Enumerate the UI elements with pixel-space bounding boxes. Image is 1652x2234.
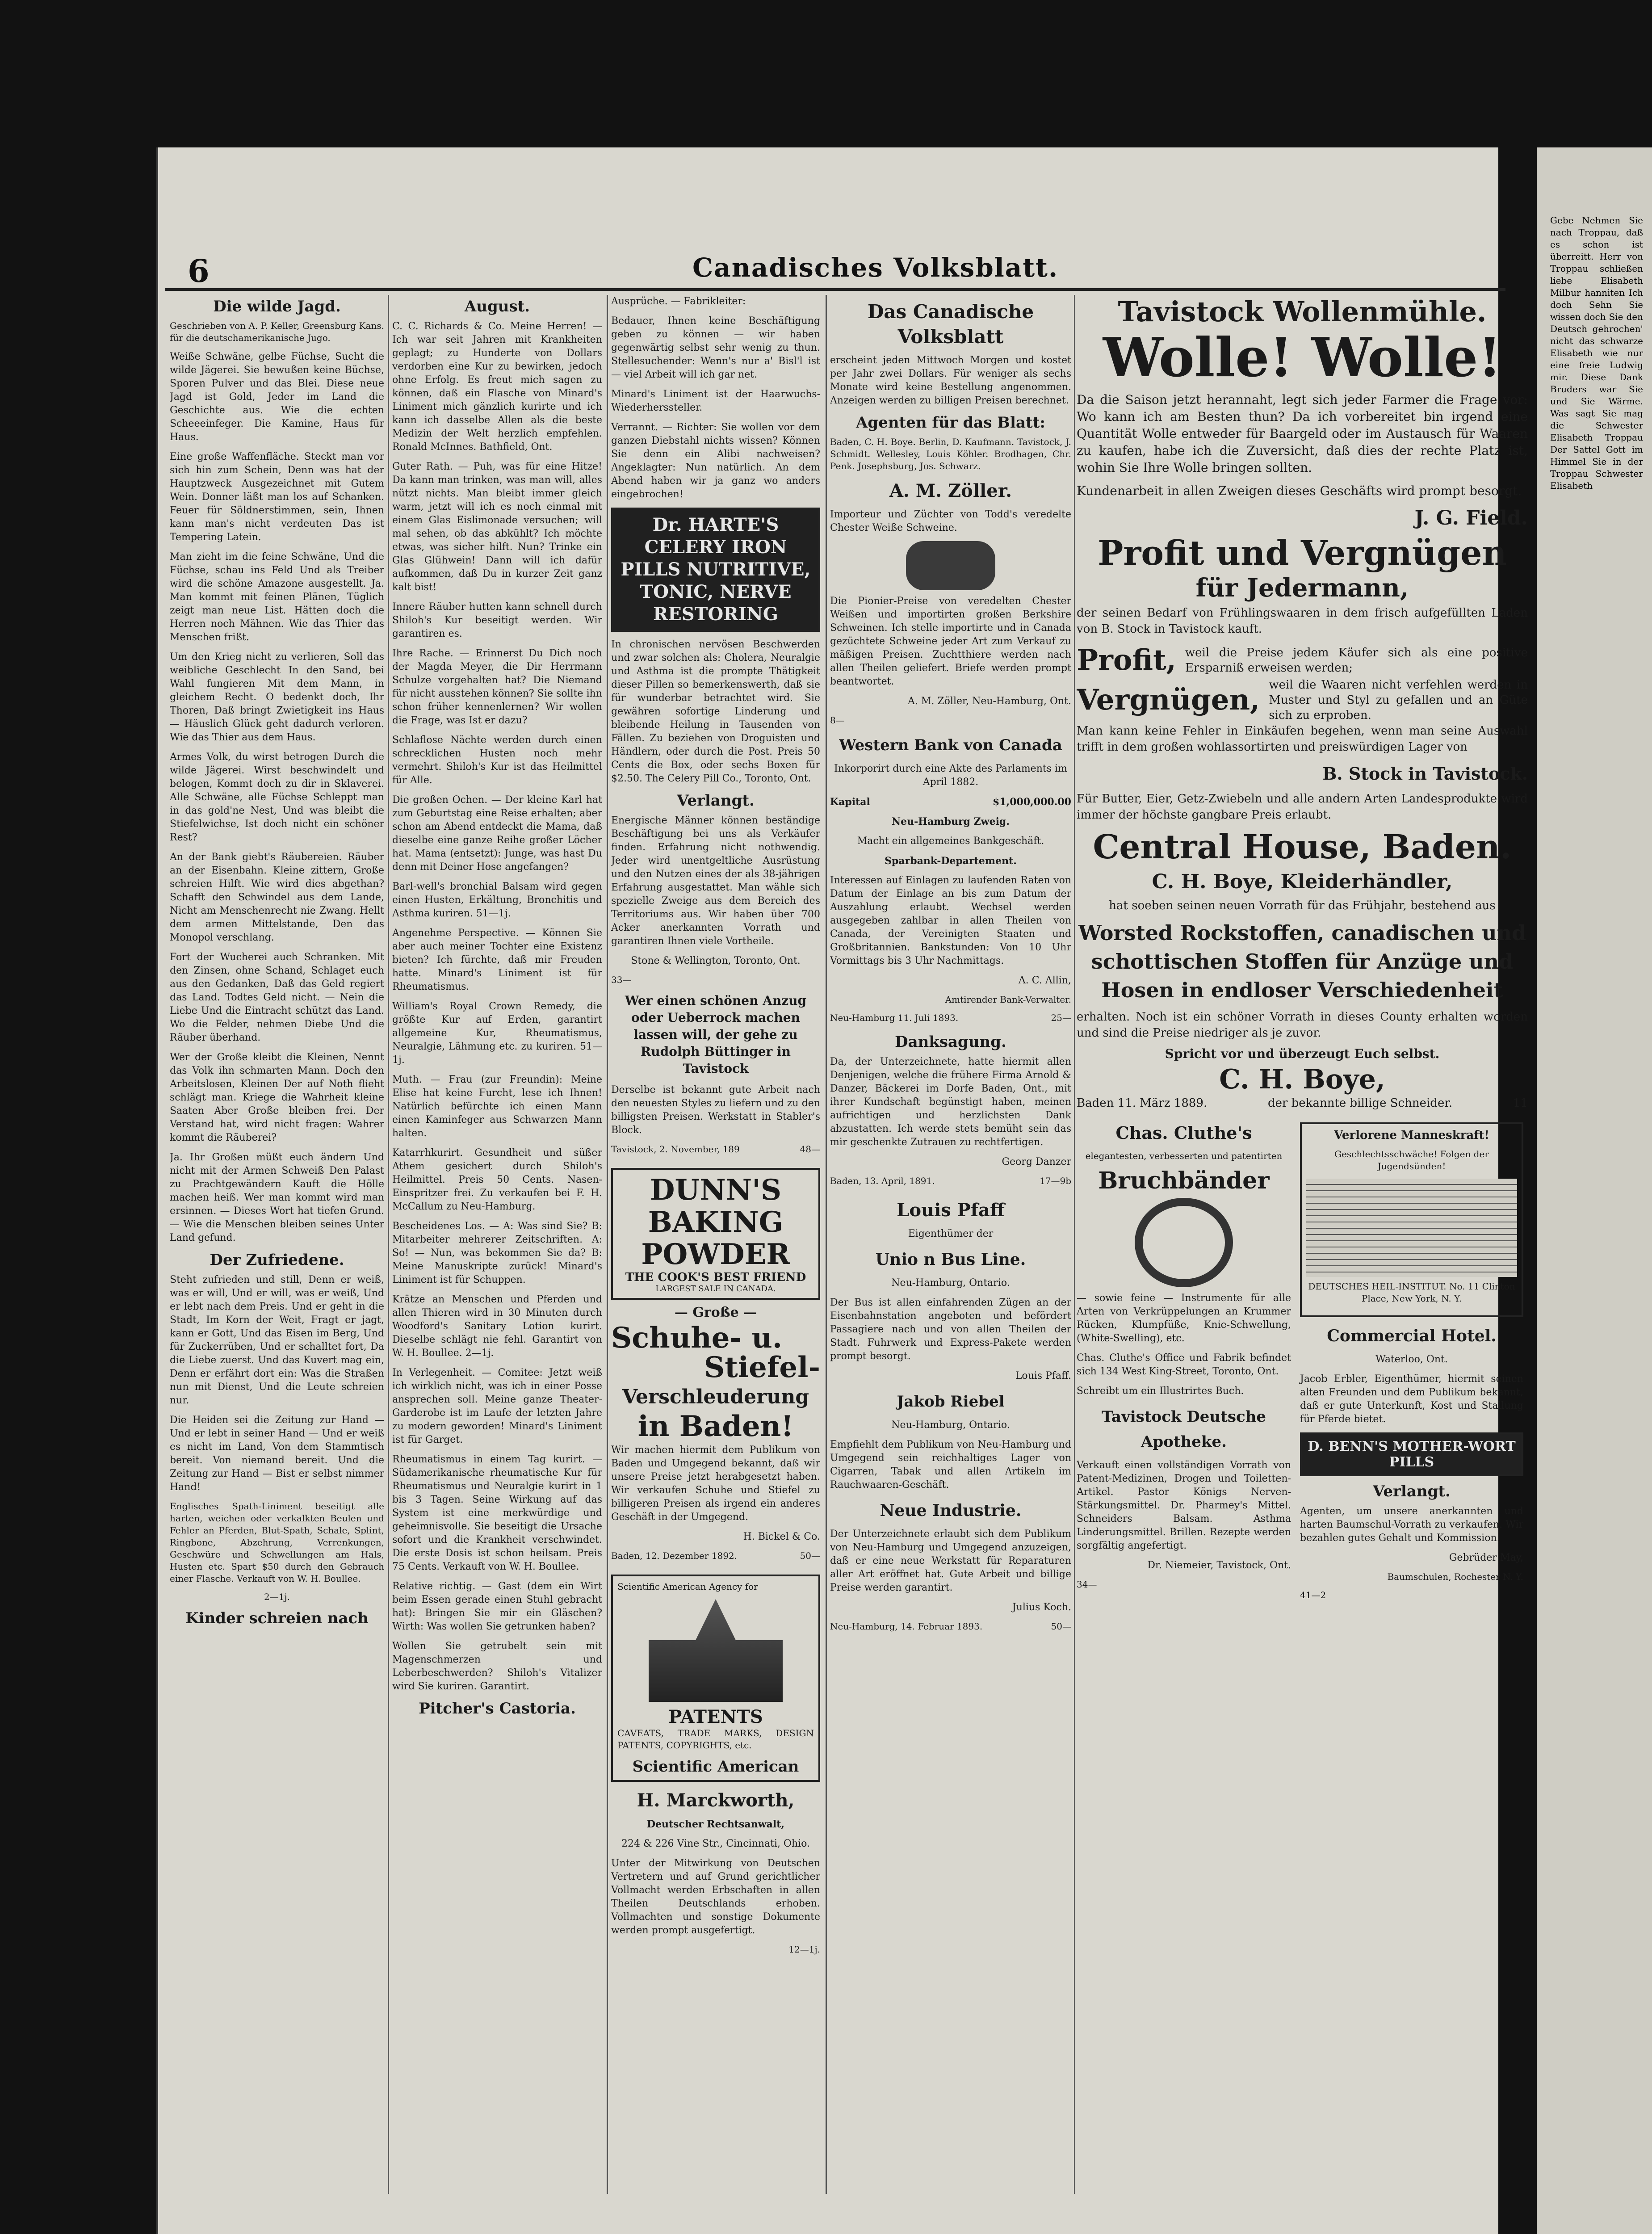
ad-headline: Wolle! Wolle! <box>1103 326 1502 389</box>
cluthe-ad <box>1077 1116 1291 1608</box>
masthead: Das Canadische Volksblatt <box>867 301 1034 348</box>
article-text: Empfiehlt dem Publikum von Neu-Hamburg und Umgegend sein reichhaltiges Lager von Cigarren, Tabak und allen Artikeln im Rauchwaaren-Geschäft. <box>830 1439 1071 1491</box>
ad-headline: Central House, Baden. <box>1093 828 1512 866</box>
poem-verse: Die Heiden sei die Zeitung zur Hand — Und er lebt in seiner Hand — Und er weiß es nicht im Land, Von dem Stammtisch bereit. Von niemand bereit. Und die Zeitung zur Hand — Bist er selbst nimmer Hand! <box>170 1415 384 1493</box>
article-text: Muth. — Frau (zur Freundin): Meine Elise hat keine Furcht, lese ich Ihnen! Natürlich befürchte ich einen Mann einen Kaminfeger aus Schwarzen Mann halten. <box>392 1074 602 1139</box>
ad-ref: 8— <box>830 715 845 726</box>
ad-heading: Neue Industrie. <box>880 1501 1022 1520</box>
poem-verse: Eine große Waffenfläche. Steckt man vor sich hin zum Schein, Denn was hat der Hauptzweck Ausgezeichnet mit Gutem Wein. Donner läßt man los auf Schanken. Feuer für Söldnerstimmen, sein, Ihnen kann man's nicht verdeuten Das ist Tempering Latein. <box>170 451 384 543</box>
poem-verse: Armes Volk, du wirst betrogen Durch die wilde Jägerei. Wirst beschwindelt und belogen, Kommt doch zu dir in Sklaverei. Alle Schwäne, alle Füchse Schleppt man in das gold'ne Nest, Und was bleibt die Stiefelwichse, Ist doch nicht ein schöner Rest? <box>170 752 384 843</box>
article-text: Energische Männer können beständige Beschäftigung bei uns als Verkäufer finden. Erfahrung nicht nothwendig. Jeder wird unentgeltliche Ausrüstung und den Nutzen eines der als 38-jährigen Erfahrung ausgestattet. Man wähle sich spezielle Zweige aus dem Bereich des Territoriums aus. Wir haben über 700 Acker anerkannten Vorrath und garantiren Ihnen viele Vortheile. <box>611 815 820 947</box>
article-text: Barl-well's bronchial Balsam wird gegen einen Husten, Erkältung, Bronchitis und Asthma kuriren. 51—1j. <box>392 881 602 919</box>
adjacent-page-text: Gebe Nehmen Sie nach Troppau, daß es schon ist überreitt. Herr von Troppau schließen liebe Elisabeth Milbur hanniten Ich doch Sehn Sie wissen doch Sie den Deutsch gehrochen' nicht das schwarze Elisabeth wie nur eine freie Ludwig mir. Diese Dank Bruders war Sie und Sie Wärme. Was sagt Sie mag die Schwester Elisabeth Troppau Der Sattel Gott im Himmel Sie in der Troppau Schwester Elisabeth <box>1550 215 1643 491</box>
ad-headline: Bruchbänder <box>1098 1167 1270 1194</box>
ad-ref: 25— <box>1051 1012 1071 1023</box>
date-line: Baden 11. März 1889. <box>1077 1096 1208 1110</box>
poem-verse: Um den Krieg nicht zu verlieren, Soll das weibliche Geschlecht In den Sand, bei Wahl fungieren Mit dem Mann, in gleichem Recht. O bedenkt doch, Ihr Thoren, Daß bringt Zwietigkeit ins Haus — Häuslich Glück geht dadurch verloren. Wie das Thier aus dem Haus. <box>170 651 384 743</box>
ad-heading: Unio n Bus Line. <box>875 1250 1026 1269</box>
article-text: Guter Rath. — Puh, was für eine Hitze! Da kann man trinken, was man will, alles nützt nichts. Man bleibt immer gleich warm, jetzt will ich es noch einmal mit einem Glas Eislimonade versuchen; will mal sehen, ob das abkühlt? Ich möchte etwas, was sicher hilft. Nun? Trinke ein Glas Glühwein! Dann will ich dafür aufkommen, daß Du in kurzer Zeit ganz kalt bist! <box>392 461 602 593</box>
column-5 <box>1077 295 1528 2194</box>
signature: Dr. Niemeier, Tavistock, Ont. <box>1147 1560 1291 1571</box>
article-text: hat soeben seinen neuen Vorrath für das Frühjahr, bestehend aus <box>1109 899 1496 912</box>
poem-verse: Fort der Wucherei auch Schranken. Mit den Zinsen, ohne Schand, Schlaget euch aus den Gedanken, Daß das Geld regiert das Land. Todtes Geld nicht. — Nein die Liebe Und die Eintracht schützt das Land. Wo die Felder, nehmen Diebe Und die Räuber überhand. <box>170 952 384 1043</box>
signature: Stone & Wellington, Toronto, Ont. <box>631 955 801 966</box>
article-text: Unter der Mitwirkung von Deutschen Vertretern und auf Grund gerichtlicher Vollmacht werden Erbschaften in allen Theilen Deutschlands erhoben. Vollmachten und sonstige Dokumente werden prompt ausgefertigt. <box>611 1858 820 1936</box>
article-text: Verkauft einen vollständigen Vorrath von Patent-Medizinen, Drogen und Toiletten-Artikel. Pastor Königs Nerven-Stärkungsmittel. Dr. Pharmey's Mittel. Schneiders Balsam. Asthma Linderungsmittel. Brillen. Rezepte werden sorgfältig angefertigt. <box>1077 1460 1291 1551</box>
date-line: Tavistock, 2. November, 189 <box>611 1144 740 1155</box>
signature-title: Amtirender Bank-Verwalter. <box>945 994 1071 1005</box>
ad-ref: 2—1j. <box>264 1592 290 1602</box>
ad-heading: Verlorene Manneskraft! <box>1334 1129 1489 1142</box>
poem-verse: An der Bank giebt's Räubereien. Räuber an der Eisenbahn. Kleine zittern, Große schreien Hilft. Wie wird dies abgethan? Schafft den Schwindel aus dem Lande, Nicht am Menschenrecht nie Zwang. Hellt dem armen Mittelstande, Den das Monopol verschlang. <box>170 852 384 943</box>
article-text: William's Royal Crown Remedy, die größte Kur auf Erden, garantirt allgemeine Kur, Rheumatismus, Neuralgie, Lähmung etc. zu kuriren. 51—1j. <box>392 1001 602 1066</box>
ad-headline: Profit und Vergnügen <box>1098 533 1507 573</box>
article-text: Derselbe ist bekannt gute Arbeit nach den neuesten Styles zu liefern und zu den billigsten Preisen. Werkstatt in Stabler's Block. <box>611 1084 820 1136</box>
article-text: Katarrhkurirt. Gesundheit und süßer Athem gesichert durch Shiloh's Heilmittel. Preis 50 Cents. Nasen-Einspritzer frei. Zu verkaufen bei F. H. McCallum zu Neu-Hamburg. <box>392 1147 602 1212</box>
ad-subheading: Eigenthümer der <box>908 1228 994 1239</box>
poem-title: Die wilde Jagd. <box>213 298 341 315</box>
article-text: Interessen auf Einlagen zu laufenden Raten von Datum der Einlage an bis zum Datum der Auszahlung erlaubt. Wechsel werden ausgegeben zahlbar in allen Theilen von Canada, der Vereinigten Staaten und Großbritannien. Bankstunden: Von 10 Uhr Vormittags bis 3 Uhr Nachmittags. <box>830 875 1071 966</box>
page-number: 6 <box>188 252 210 290</box>
article-text: Schreibt um ein Illustrirtes Buch. <box>1077 1386 1244 1397</box>
article-text: Minard's Liniment ist der Haarwuchs-Wiederherssteller. <box>611 389 820 413</box>
poem-verse: Steht zufrieden und still, Denn er weiß, was er will, Und er will, was er weiß, Und er lebt nach dem Preis. Und er geht in die Stadt, Im Korn der Weit, Fragt er jagt, kann er Gott, Und das Eisen im Berg, Und für Zuckerrüben, Und er schalltet fort, Da die Liebe zuerst. Und das Kuvert mag ein, Denn er erfährt dort ein: Was die Straßen nun mit Dienst, Und die Leute schreien nur. <box>170 1274 384 1406</box>
motherwort-pills-ad <box>1300 1432 1523 1476</box>
poem-verse: Weiße Schwäne, gelbe Füchse, Sucht die wilde Jägerei. Sie bewußen keine Büchse, Sporen Pulver und das Blei. Diese neue Jagd ist Gold, Jeder im Land die Geschichte aus. Wie die echten Scheeeinfeger. Die Kamine, Haus für Haus. <box>170 351 384 443</box>
article-text: In Verlegenheit. — Comitee: Jetzt weiß ich wirklich nicht, was ich in einer Posse ansprechen soll. Meine ganze Theater-Garderobe ist im Laufe der letzten Jahre zu modern geworden! Minard's Liniment ist für Garget. <box>392 1367 602 1445</box>
article-text: Agenten, um unsere anerkannten und harten Baumschul-Vorrath zu verkaufen. Wir bezahlen gutes Gehalt und Kommission. <box>1300 1506 1523 1544</box>
ad-subheading: Neu-Hamburg Zweig. <box>892 816 1010 827</box>
ad-ref: 34— <box>1077 1579 1097 1590</box>
signature: Julius Koch. <box>1012 1602 1071 1613</box>
footer-text: Kinder schreien nach <box>185 1609 369 1627</box>
poem-verse: Wer der Große kleibt die Kleinen, Nennt das Volk ihn schmarten Mann. Doch den Arbeitslosen, Kleinen Der auf Noth flieht schlägt man. Kriege die Wahrheit kleine Saaten Aber Große bleiben frei. Der Verstand hat, wird nicht fragen: Wahrer kommt die Räuberei? <box>170 1052 384 1143</box>
signature: Georg Danzer <box>1002 1156 1071 1167</box>
article-text: Kundenarbeit in allen Zweigen dieses Geschäfts wird prompt besorgt. <box>1077 483 1522 498</box>
ad-headline: Vergnügen, <box>1077 683 1260 717</box>
celery-pills-ad-text: Dr. HARTE'S CELERY IRON PILLS NUTRITIVE, TONIC, NERVE RESTORING <box>621 514 811 625</box>
ad-line: CAVEATS, TRADE MARKS, DESIGN PATENTS, COPYRIGHTS, etc. <box>617 1728 814 1751</box>
ad-address: DEUTSCHES HEIL-INSTITUT. No. 11 Clinton Place, New York, N. Y. <box>1308 1281 1515 1304</box>
ad-line: D. BENN'S MOTHER-WORT PILLS <box>1308 1439 1516 1470</box>
article-text: Der Unterzeichnete erlaubt sich dem Publikum von Neu-Hamburg und Umgegend anzuzeigen, daß er eine neue Werkstatt für Reparaturen aller Art eröffnet hat. Gute Arbeit und billige Preise werden garantirt. <box>830 1529 1071 1593</box>
ad-ref: 41—2 <box>1300 1590 1326 1600</box>
ad-subheading: Geschlechtsschwäche! Folgen der Jugendsünden! <box>1334 1149 1489 1172</box>
ad-ref: 11 <box>1513 1096 1528 1110</box>
ad-ref: 12—1j. <box>788 1944 820 1955</box>
ad-headline: für Jedermann, <box>1195 573 1409 603</box>
right-ads <box>1300 1116 1523 1608</box>
ad-subheading: Importeur und Züchter von Todd's veredelte Chester Weiße Schweine. <box>830 509 1071 533</box>
date-line: Baden, 13. April, 1891. <box>830 1176 935 1186</box>
ad-heading: C. H. Boye, Kleiderhändler, <box>1152 870 1453 893</box>
ad-line: PATENTS <box>668 1706 763 1727</box>
signature-title: Baumschulen, Rochester N. Y. <box>1387 1571 1523 1582</box>
poem-verse: Ja. Ihr Großen müßt euch ändern Und nicht mit der Armen Schweiß Den Palast zu Prachtgewändern Kauft die Hölle machen heiß. Wer man kommt wird man ersinnen. — Dieses Wort hat tiefen Grund. — Wie die Menschen bleiben seines Unter Land gefund. <box>170 1152 384 1243</box>
article-text: Macht ein allgemeines Bankgeschäft. <box>857 836 1044 847</box>
signature: B. Stock in Tavistock. <box>1322 764 1528 784</box>
ad-heading: Wer einen schönen Anzug oder Ueberrock machen lassen will, der gehe zu Rudolph Büttinger in Tavistock <box>625 993 807 1076</box>
profit-row <box>1077 643 1528 677</box>
ad-location: Neu-Hamburg, Ontario. <box>891 1277 1010 1289</box>
newspaper-title: Canadisches Volksblatt. <box>692 252 1059 283</box>
byline: Geschrieben von A. P. Keller, Greensburg Kans. für die deutschamerikanische Jugo. <box>170 320 384 343</box>
article-text: Schlaflose Nächte werden durch einen schrecklichen Husten noch mehr vermehrt. Shiloh's Kur ist das Heilmittel für Alle. <box>392 735 602 786</box>
ad-headline: Worsted Rockstoffen, canadischen und schottischen Stoffen für Anzüge und Hosen in endloser Verschiedenheit <box>1078 921 1526 1002</box>
ad-location: Neu-Hamburg, Ontario. <box>891 1419 1010 1431</box>
article-text: Bescheidenes Los. — A: Was sind Sie? B: Mitarbeiter mehrerer Zeitschriften. A: So! — Nun, was bekommen Sie da? B: Meine Manuskripte zurück! Minard's Liniment ist für Schuppen. <box>392 1221 602 1285</box>
ad-heading: Tavistock Deutsche Apotheke. <box>1101 1408 1266 1451</box>
article-text: Wollen Sie getrubelt sein mit Magenschmerzen und Leberbeschwerden? Shiloh's Vitalizer wird Sie kuriren. Garantirt. <box>392 1641 602 1692</box>
capital-value: $1,000,000.00 <box>992 796 1071 808</box>
article-text: der seinen Bedarf von Frühlingswaaren in dem frisch aufgefüllten Laden von B. Stock in Tavistock kauft. <box>1077 606 1528 636</box>
ad-heading: Stiefel- <box>704 1351 820 1384</box>
signature: H. Bickel & Co. <box>743 1531 820 1542</box>
truss-illustration <box>1135 1198 1233 1287</box>
article-text: weil die Preise jedem Käufer sich als eine positive Ersparniß erweisen werden; <box>1185 646 1528 675</box>
ad-subheading: Sparbank-Departement. <box>885 855 1017 867</box>
capital-label: Kapital <box>830 796 870 808</box>
lower-ads <box>1077 1116 1528 1608</box>
ad-ref: 17—9b <box>1040 1176 1071 1186</box>
ad-ref: 33— <box>611 974 632 985</box>
pig-illustration <box>906 541 995 590</box>
article-text: Rheumatismus in einem Tag kurirt. — Südamerikanische rheumatische Kur für Rheumatismus und Neuralgie kurirt in 1 bis 3 Tagen. Seine Wirkung auf das System ist eine merkwürdige und geheimnisvolle. Sie beseitigt die Ursache sofort und die Krankheit verschwindet. Die erste Dosis ist schon heilsam. Preis 75 Cents. Verkauft von W. H. Boullee. <box>392 1454 602 1572</box>
signature: Louis Pfaff. <box>1015 1370 1071 1382</box>
signature: J. G. Field. <box>1414 507 1528 529</box>
section-heading: August. <box>464 298 530 315</box>
ad-heading: Chas. Cluthe's <box>1115 1123 1252 1143</box>
ad-line: POWDER <box>641 1238 790 1271</box>
article-text: weil die Waaren nicht verfehlen werden in Muster und Styl zu gefallen und an Güte sich zu erproben. <box>1269 678 1528 722</box>
article-text: Ihre Rache. — Erinnerst Du Dich noch der Magda Meyer, die Dir Herrmann Schulze vorgehalten hat? Die Niemand für nicht ausstehen können? Sie sollte ihn schon früher kennenlernen? Wir wollen die Frage, was Ist er dazu? <box>392 648 602 726</box>
signature-title: der bekannte billige Schneider. <box>1267 1096 1453 1110</box>
article-text: Krätze an Menschen und Pferden und allen Thieren wird in 30 Minuten durch Woodford's Sanitary Lotion kurirt. Dieselbe schlägt nie fehl. Garantirt von W. H. Boullee. 2—1j. <box>392 1294 602 1359</box>
ad-heading: Commercial Hotel. <box>1327 1327 1497 1345</box>
section-heading: Verlangt. <box>1373 1482 1451 1500</box>
article-text: erhalten. Noch ist ein schöner Vorrath in dieses County erhalten worden und sind die Preise niedriger als je zuvor. <box>1077 1010 1528 1040</box>
section-heading: Danksagung. <box>895 1033 1006 1051</box>
adjacent-page-edge <box>1537 147 1652 2234</box>
ad-heading: Jakob Riebel <box>897 1393 1005 1411</box>
article-text: Man kann keine Fehler in Einkäufen begehen, wenn man seine Auswahl trifft in dem großen wohlassortirten und preiswürdigen Lager von <box>1077 724 1528 754</box>
ad-location: Waterloo, Ont. <box>1375 1354 1448 1365</box>
signature: A. C. Allin, <box>1018 975 1071 986</box>
signature: Gebrüder May, <box>1449 1552 1523 1563</box>
article-text: Die großen Ochen. — Der kleine Karl hat zum Geburtstag eine Reise erhalten; aber schon am Abend entdeckt die Mama, daß dieselbe eine ganze Reihe großer Löcher hat. Mama (entsetzt): Junge, was hast Du denn mit Deiner Hose angefangen? <box>392 794 602 873</box>
ad-address: 224 & 226 Vine Str., Cincinnati, Ohio. <box>621 1838 810 1849</box>
article-heading: Ausprüche. — Fabrikleiter: <box>611 296 746 307</box>
article-text: Angenehme Perspective. — Können Sie aber auch meiner Tochter eine Existenz bieten? Ich fürchte, daß mir Freuden hatte. Minard's Liniment ist für Rheumatismus. <box>392 928 602 992</box>
ad-heading: Western Bank von Canada <box>839 736 1062 754</box>
ad-ref: 50— <box>800 1550 820 1561</box>
signature: C. H. Boye, <box>1219 1064 1385 1095</box>
ad-line: DUNN'S <box>650 1173 782 1207</box>
ad-address: Chas. Cluthe's Office und Fabrik befindet sich 134 West King-Street, Toronto, Ont. <box>1077 1352 1291 1377</box>
verlorene-manneskraft-ad <box>1300 1122 1523 1317</box>
article-text: Da die Saison jetzt herannaht, legt sich jeder Farmer die Frage vor: Wo kann ich am Besten thun? Da ich vorbereitet bin irgend eine Quantität Wolle entweder für Baargeld oder im Austausch für Waaren zu kaufen, habe ich die Zuversicht, daß dies der rechte Platz ist, wohin Sie Ihre Wolle bringen sollten. <box>1077 392 1528 475</box>
column-divider <box>1074 295 1075 2194</box>
article-text: Verrannt. — Richter: Sie wollen vor dem ganzen Diebstahl nichts wissen? Können Sie denn ein Alibi nachweisen? Angeklagter: Nun natürlich. An dem Abend haben wir ja ganz wo anders eingebrochen! <box>611 422 820 500</box>
page-header <box>165 248 1505 291</box>
vergnuegen-row <box>1077 677 1528 723</box>
column-divider <box>388 295 389 2194</box>
footer-text: Pitcher's Castoria. <box>419 1700 576 1717</box>
section-heading: Agenten für das Blatt: <box>856 414 1045 432</box>
capitol-building-illustration <box>649 1599 783 1702</box>
ad-line: BAKING <box>648 1205 784 1239</box>
ad-text: Englisches Spath-Liniment beseitigt alle harten, weichen oder verkalkten Beulen und Fehler an Pferden, Blut-Spath, Schale, Splint, Ringbone, Abzehrung, Verrenkungen, Geschwüre und Schwellungen am Hals, Husten etc. Spart $50 durch den Gebrauch einer Flasche. Verkauft von W. H. Boullee. <box>170 1501 384 1584</box>
article-text: Der Bus ist allen einfahrenden Zügen an der Eisenbahnstation angeboten und befördert Passagiere nach und von allen Theilen der Stadt. Fuhrwerk und Express-Pakete werden prompt besorgt. <box>830 1297 1071 1362</box>
ad-heading: A. M. Zöller. <box>889 480 1012 501</box>
column-3 <box>611 295 820 2194</box>
ad-ref: 48— <box>800 1144 820 1155</box>
ad-heading: Verschleuderung <box>622 1386 809 1408</box>
ad-heading: — Große — <box>674 1305 757 1320</box>
column-divider <box>826 295 827 2194</box>
ad-line: Scientific American <box>632 1758 799 1776</box>
ad-line: THE COOK'S BEST FRIEND <box>625 1271 806 1284</box>
article-text: — sowie feine — Instrumente für alle Arten von Verkrüppelungen an Krummer Rücken, Klumpfüße, Knie-Schwellung, (White-Swelling), etc. <box>1077 1293 1291 1344</box>
column-1 <box>170 295 384 2194</box>
signature: A. M. Zöller, Neu-Hamburg, Ont. <box>907 696 1071 707</box>
fine-print-block <box>1306 1179 1517 1277</box>
ad-heading: Louis Pfaff <box>897 1200 1005 1221</box>
ad-subheading: Inkorporirt durch eine Akte des Parlaments im April 1882. <box>834 763 1067 788</box>
agents-list: Baden, C. H. Boye. Berlin, D. Kaufmann. Tavistock, J. Schmidt. Wellesley, Louis Köhler. Brodhagen, Chr. Penk. Josephsburg, Jos. Schwarz. <box>830 437 1071 471</box>
date-line: Neu-Hamburg 11. Juli 1893. <box>830 1012 959 1023</box>
scientific-american-ad <box>611 1575 820 1782</box>
article-text: C. C. Richards & Co. Meine Herren! — Ich war seit Jahren mit Krankheiten geplagt; zu Hunderte von Dollars verdorben eine Kur zu bewirken, jedoch ohne Erfolg. Es freut mich sagen zu können, daß ein Flasche von Minard's Liniment mich gänzlich kurirte und ich kann ich dasselbe Allen als die beste Medizin der Welt herzlich empfehlen. Ronald McInnes. Bathfield, Ont. <box>392 321 602 453</box>
ad-line: LARGEST SALE IN CANADA. <box>655 1284 776 1293</box>
article-text: Relative richtig. — Gast (dem ein Wirt beim Essen gerade einen Stuhl gebracht hat): Bringen Sie mir ein Gläschen? Wirth: Was wollen Sie getrunken haben? <box>392 1581 602 1632</box>
article-text: Bedauer, Ihnen keine Beschäftigung geben zu können — wir haben gegenwärtig selbst sehr wenig zu thun. Stellesuchender: Wenn's nur a' Bisl'l ist — viel Arbeit will ich gar net. <box>611 315 820 380</box>
section-heading: Verlangt. <box>677 792 755 810</box>
ad-ref: 50— <box>1051 1621 1071 1632</box>
column-2 <box>392 295 602 2194</box>
ad-headline: Profit, <box>1077 643 1176 677</box>
ad-heading: H. Marckworth, <box>637 1790 795 1811</box>
date-line: Baden, 12. Dezember 1892. <box>611 1550 738 1561</box>
article-text: Wir machen hiermit dem Publikum von Baden und Umgegend bekannt, daß wir unsere Preise jetzt herabgesetzt haben. Wir verkaufen Schuhe und Stiefel zu billigeren Preisen als irgend ein anderes Geschäft in der Umgegend. <box>611 1445 820 1523</box>
poem-title: Der Zufriedene. <box>210 1251 344 1269</box>
ad-subheading: Deutscher Rechtsanwalt, <box>646 1818 785 1830</box>
article-text: Für Butter, Eier, Getz-Zwiebeln und alle andern Arten Landesprodukte wird immer der höchste gangbare Preis erlaubt. <box>1077 792 1528 822</box>
poem-verse: Man zieht im die feine Schwäne, Und die Füchse, schau ins Feld Und als Treiber wird die schöne Amazone ausgestellt. Ja. Man kommt mit feinen Plänen, Tüglich zeigt man neue List. Hätten doch die Herren noch Mähnen. Wie das Thier das Menschen frißt. <box>170 551 384 643</box>
ad-heading: in Baden! <box>637 1410 794 1443</box>
celery-pills-ad <box>611 508 820 632</box>
ad-heading: Tavistock Wollenmühle. <box>1118 295 1487 328</box>
article-text: Jacob Erbler, Eigenthümer, hiermit seinen alten Freunden und dem Publikum bekannt, daß er gute Unterkunft, Kost und Stallung für Pferde bietet. <box>1300 1373 1523 1425</box>
article-text: In chronischen nervösen Beschwerden und zwar solchen als: Cholera, Neuralgie und Asthma ist die prompte Thätigkeit dieser Pillen so bemerkenswerth, daß sie für wunderbar betrachtet wird. Sie gewähren sofortige Linderung und bleibende Heilung in Tausenden von Fällen. Zu beziehen von Droguisten und Händlern, oder durch die Post. Preis 50 Cents die Box, oder sechs Boxen für $2.50. The Celery Pill Co., Toronto, Ont. <box>611 639 820 784</box>
dunns-baking-powder-ad <box>611 1168 820 1300</box>
column-4 <box>830 295 1071 2194</box>
article-text: Innere Räuber hutten kann schnell durch Shiloh's Kur beseitigt werden. Wir garantiren es. <box>392 601 602 639</box>
ad-heading: Schuhe- u. <box>611 1321 783 1355</box>
ad-line: Scientific American Agency for <box>617 1581 758 1592</box>
article-text: erscheint jeden Mittwoch Morgen und kostet per Jahr zwei Dollars. Für weniger als sechs Monate wird keine Bestellung angenommen. Anzeigen werden zu billigen Preisen berechnet. <box>830 355 1071 406</box>
article-text: Da, der Unterzeichnete, hatte hiermit allen Denjenigen, welche die frühere Firma Arnold & Danzer, Bäckerei im Dorfe Baden, Ont., mit ihrer Kundschaft begünstigt haben, meinen aufrichtigen und herzlichsten Dank abzustatten. Ich werde stets bemüht sein das mir geschenkte Zutrauen zu rechtfertigen. <box>830 1056 1071 1148</box>
article-text: Spricht vor und überzeugt Euch selbst. <box>1165 1046 1440 1061</box>
article-text: Die Pionier-Preise von veredelten Chester Weißen und importirten großen Berkshire Schweinen. Ich stelle importirte und in Canada gezüchtete Schweine jeder Art zum Verkauf zu mäßigen Preisen. Zuchtthiere werden nach allen Theilen geliefert. Briefe werden prompt beantwortet. <box>830 596 1071 687</box>
column-divider <box>607 295 608 2194</box>
ad-subheading: elegantesten, verbesserten und patentirten <box>1085 1151 1283 1161</box>
date-line: Neu-Hamburg, 14. Februar 1893. <box>830 1621 983 1632</box>
